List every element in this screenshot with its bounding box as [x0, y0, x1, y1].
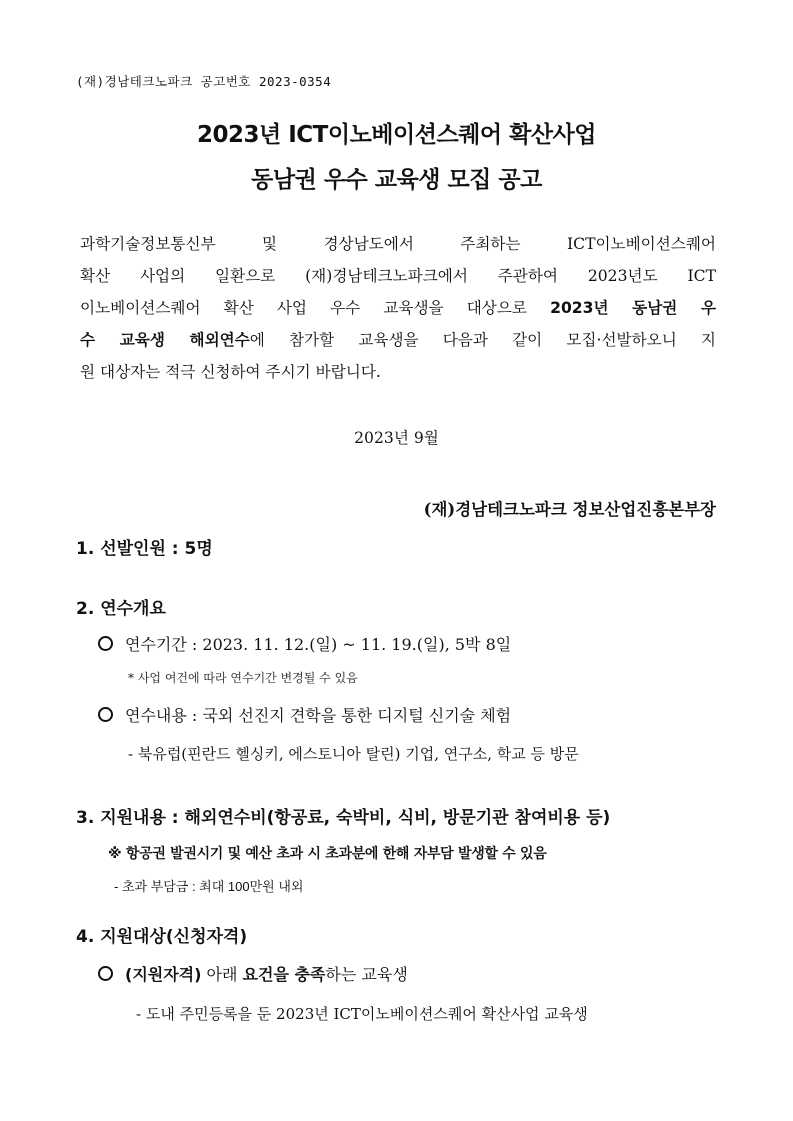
content-detail: - 북유럽(핀란드 헬싱키, 에스토니아 탈린) 기업, 연구소, 학교 등 방문 [128, 745, 579, 763]
section-4-title: 4. 지원대상(신청자격) [76, 927, 248, 947]
eligibility-end: 하는 교육생 [325, 965, 408, 984]
period-bullet [98, 632, 511, 655]
period-text: 연수기간 : 2023. 11. 12.(일) ~ 11. 19.(일), 5박 8일 [125, 635, 512, 654]
circle-bullet-icon [98, 966, 113, 981]
period-note: * 사업 여건에 따라 연수기간 변경될 수 있음 [128, 671, 358, 685]
eligibility-label: (지원자격) [125, 965, 202, 984]
notice-date: 2023년 9월 [354, 429, 439, 447]
section-2-title: 2. 연수개요 [76, 599, 166, 619]
intro-line-4 [80, 324, 716, 356]
notice-number: (재)경남테크노파크 공고번호 2023-0354 [76, 74, 332, 89]
content-text: 연수내용 : 국외 선진지 견학을 통한 디지털 신기술 체험 [125, 706, 512, 725]
section-3-warning: ※ 항공권 발권시기 및 예산 초과 시 초과분에 한해 자부담 발생할 수 있음 [108, 846, 547, 862]
section-3-title: 3. 지원내용 : 해외연수비(항공료, 숙박비, 식비, 방문기관 참여비용 등) [76, 808, 611, 828]
intro-line-4-plain: 에 참가할 교육생을 다음과 같이 모집·선발하오니 지 [249, 331, 716, 349]
intro-line-2: 확산 사업의 일환으로 (재)경남테크노파크에서 주관하여 2023년도 ICT [80, 267, 716, 285]
intro-line-3 [80, 292, 716, 324]
intro-line-5: 원 대상자는 적극 신청하여 주시기 바랍니다. [80, 363, 381, 381]
title-line-1: 2023년 ICT이노베이션스퀘어 확산사업 [197, 122, 596, 148]
eligibility-detail: - 도내 주민등록을 둔 2023년 ICT이노베이션스퀘어 확산사업 교육생 [136, 1005, 588, 1023]
eligibility-bullet [98, 962, 408, 985]
intro-line-1: 과학기술정보통신부 및 경상남도에서 주최하는 ICT이노베이션스퀘어 [80, 235, 716, 253]
intro-line-4-bold: 수 교육생 해외연수 [80, 331, 250, 349]
section-3-excess: - 초과 부담금 : 최대 100만원 내외 [114, 879, 304, 894]
eligibility-mid: 아래 [201, 965, 243, 984]
section-1-title: 1. 선발인원 : 5명 [76, 539, 213, 559]
eligibility-bold: 요건을 충족 [242, 965, 326, 984]
circle-bullet-icon [98, 707, 113, 722]
content-bullet [98, 703, 511, 726]
issuer: (재)경남테크노파크 정보산업진흥본부장 [423, 500, 716, 519]
intro-line-3-plain: 이노베이션스퀘어 확산 사업 우수 교육생을 대상으로 [80, 299, 551, 317]
intro-line-3-bold: 2023년 동남권 우 [550, 299, 716, 317]
title-line-2: 동남권 우수 교육생 모집 공고 [251, 167, 542, 193]
circle-bullet-icon [98, 636, 113, 651]
intro-paragraph [80, 228, 716, 388]
